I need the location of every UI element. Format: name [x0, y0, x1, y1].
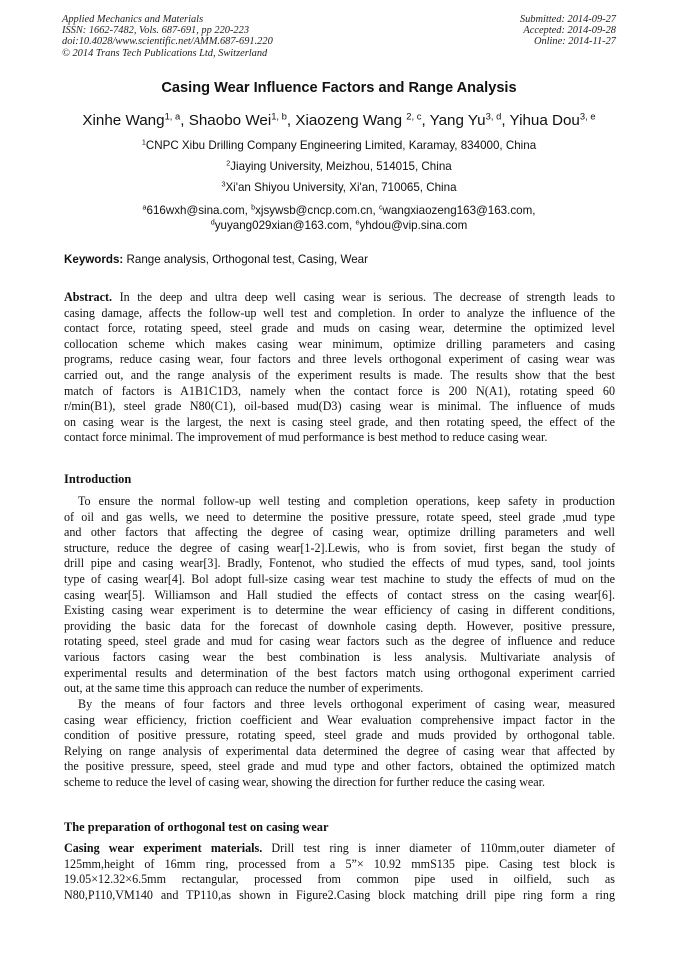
paragraph-line: Existing casing wear experiment is to determine the wear efficiency of casing in different conditions, — [64, 603, 615, 618]
paragraph-line: of oil and gas wells, we need to determine the positive pressure, rotate speed, steel grade ,mud type — [64, 509, 615, 524]
author-list: Xinhe Wang$^{1, a}$, Shaobo Wei$^{1, b}$, Xiaozeng Wang $^{2, c}$, Yang Yu$^{3, d}$, Yihua Dou$^{3, e}$ — [82, 110, 596, 129]
keywords — [64, 253, 616, 266]
paragraph-line: Relying on range analysis of experimental data determined the degree of casing wear that affected by — [64, 743, 615, 758]
keywords-label: Keywords: — [64, 253, 124, 266]
paragraph-line: N80,P110,VM140 and TP110,as shown in Figure2.Casing block matching drill pipe ring form a ring — [64, 887, 615, 902]
section-heading-preparation: The preparation of orthogonal test on casing wear — [64, 820, 329, 834]
abstract-line: collocation scheme which makes casing wear minimum, optimize drilling parameters and casing — [64, 336, 615, 351]
author-sup: 1, a — [164, 110, 181, 122]
author-name: Xinhe Wang — [82, 112, 165, 129]
affiliation-sup: 3 — [221, 179, 226, 189]
paragraph-line: scheme to reduce the level of casing wear, showing the direction for further reduce the casing wear. — [64, 774, 546, 789]
introduction-paragraph-1 — [64, 494, 615, 697]
author-name: Xiaozeng Wang — [295, 112, 403, 129]
paragraph-line: and other factors that affecting the degree of casing wear, optimize drilling parameters and well — [64, 525, 615, 540]
affiliation-text: CNPC Xibu Drilling Company Engineering Limited, Karamay, 834000, China — [145, 139, 537, 152]
paragraph-line: casing wear[5]. Williamson and Hall studied the effects of contact stress on the casing wear[6]. — [64, 587, 615, 602]
paragraph-line: By the means of four factors and three levels orthogonal experiment of casing wear, measured — [78, 697, 615, 711]
paragraph-line: casing wear efficiency, friction coefficient and Wear evaluation comprehensive impact factor in the — [64, 712, 615, 727]
preparation-paragraph — [64, 841, 615, 903]
abstract-line: casing damage, affects the follow-up well test and completion. In order to analyze the influence of the — [64, 305, 615, 320]
author-sup: 3, e — [579, 110, 596, 122]
author-name: Yihua Dou — [509, 112, 580, 129]
journal-copyright: © 2014 Trans Tech Publications Ltd, Switzerland — [62, 47, 268, 59]
author-name: Shaobo Wei — [188, 112, 272, 129]
date-online: Online: 2014-11-27 — [533, 36, 616, 48]
submission-dates — [520, 14, 616, 48]
author-sup: 2, c — [406, 110, 422, 122]
abstract-line: r/min(B1), steel grade N80(C1), oil-based mud(D3) casing wear is minimal. The influence of muds — [64, 399, 615, 414]
abstract-line: carried out, and the range analysis of the experiment results is made. The results show that the best — [64, 367, 615, 382]
email-sup: d — [210, 217, 215, 227]
introduction-paragraph-2 — [64, 697, 615, 791]
author-sup: 3, d — [485, 110, 502, 122]
email-address: yhdou@vip.sina.com — [359, 219, 468, 232]
keywords-text: Range analysis, Orthogonal test, Casing, Wear — [123, 253, 368, 266]
paragraph-line: type of casing wear[4]. Bol adopt full-size casing wear test machine to study the effects of mud on the — [64, 571, 615, 586]
affiliation-text: Xi'an Shiyou University, Xi'an, 710065, China — [225, 181, 457, 194]
email-sup: e — [355, 217, 360, 227]
email-sup: a — [142, 202, 147, 212]
abstract-line — [64, 290, 615, 306]
author-name: Yang Yu — [429, 112, 486, 129]
journal-issn: ISSN: 1662-7482, Vols. 687-691, pp 220-223 — [62, 25, 250, 37]
paragraph-line: 19.05×12.32×6.5mm rectangular, processed from common pipe used in oilfield, such as — [64, 872, 615, 887]
paragraph-line: 125mm,height of 16mm ring, processed from a 5”× 10.92 mmS135 pipe. Casing test block is — [64, 856, 615, 871]
paragraph-line: the positive pressure, speed, steel grade and mud type and other factors, obtained the optimized match — [64, 759, 615, 774]
affiliation-3 — [0, 181, 678, 194]
abstract-line: contact force minimal. The improvement of mud performance is best method to reduce casing wear. — [64, 430, 548, 445]
abstract-label: Abstract. — [64, 290, 113, 304]
paragraph-line: various factors casing wear the best combination is less analysis. Multivariate analysis of — [64, 649, 615, 664]
date-accepted: Accepted: 2014-09-28 — [523, 25, 616, 37]
abstract-line: on casing wear is the largest, the next is casing steel grade, and then rotating speed, the effect of the — [64, 414, 615, 429]
section-heading-introduction: Introduction — [64, 472, 132, 486]
abstract-line: programs, reduce casing wear, four factors and three levels orthogonal experiment of casing wear was — [64, 352, 615, 367]
date-submitted: Submitted: 2014-09-27 — [519, 14, 616, 25]
paragraph-line: structure, reduce the degree of casing wear[1-2].Lewis, who is from soviet, first began the study of — [64, 540, 615, 555]
affiliation-1 — [0, 139, 678, 152]
paragraph-line — [64, 841, 615, 857]
paragraph-line: condition of positive pressure, rotating speed, steel grade and muds provided by orthogonal table. — [64, 728, 615, 743]
email-line-2 — [0, 219, 678, 232]
author-sup: 1, b — [271, 110, 287, 122]
paragraph-line: out, at the same time this approach can reduce the number of experiments. — [64, 681, 424, 696]
paragraph-text: Drill test ring is inner diameter of 110mm,outer diameter of — [262, 841, 615, 855]
paragraph-line: providing the basic data for the forecast of downhole casing depth. However, positive pressure, — [64, 618, 615, 633]
affiliation-text: Jiaying University, Meizhou, 514015, China — [230, 160, 452, 173]
abstract-line: match of factors is A1B1C1D3, namely when the contact force is 200 N(A1), rotating speed 60 — [64, 383, 615, 398]
journal-doi: doi:10.4028/www.scientific.net/AMM.687-691.220 — [62, 36, 273, 48]
email-address: 616wxh@sina.com, — [146, 204, 252, 217]
paragraph-line: drill pipe and casing wear[3]. Bradly, Fontenot, who studied the effects of mud types, sand, tool joints — [64, 556, 615, 571]
paragraph-line: rotating speed, steel grade and mud for casing wear factors such as the degree of influence and reduce — [64, 634, 615, 649]
email-line-1 — [0, 204, 678, 217]
email-sup: c — [378, 202, 383, 212]
email-address: wangxiaozeng163@163.com, — [382, 204, 536, 217]
subsection-label: Casing wear experiment materials. — [64, 841, 263, 855]
email-address: xjsywsb@cncp.com.cn, — [255, 204, 379, 217]
email-sup: b — [251, 202, 256, 212]
affiliation-2 — [0, 160, 678, 173]
paper-title: Casing Wear Influence Factors and Range Analysis — [161, 80, 517, 96]
abstract-line: contact force, rotating speed, steel grade and muds on casing wear, determine the optimized level — [64, 321, 615, 336]
paragraph-line: To ensure the normal follow-up well testing and completion operations, keep safety in production — [78, 494, 615, 508]
email-address: yuyang029xian@163.com, — [214, 219, 356, 232]
abstract-text: In the deep and ultra deep well casing wear is serious. The decrease of strength leads to — [112, 290, 615, 304]
abstract — [64, 290, 615, 446]
affiliation-sup: 2 — [226, 158, 231, 168]
journal-name: Applied Mechanics and Materials — [62, 14, 204, 25]
journal-info — [62, 14, 273, 59]
affiliation-sup: 1 — [141, 137, 146, 147]
paragraph-line: experimental results and determination of the best factors match using orthogonal experiment carried — [64, 665, 615, 680]
